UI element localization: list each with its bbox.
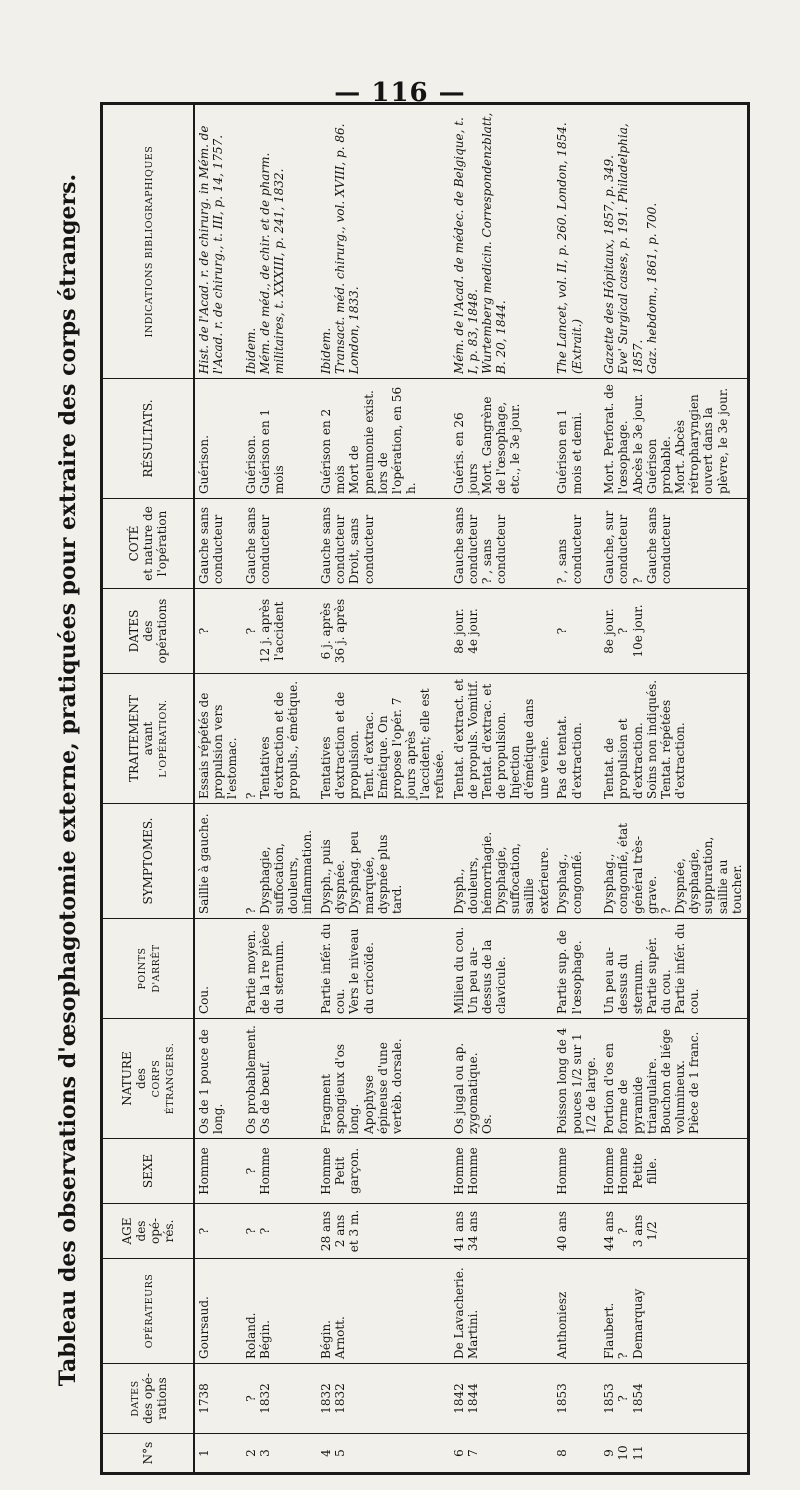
- cell-number: 4 5: [317, 1434, 449, 1474]
- cell-date: 1853 ? 1854: [600, 1364, 748, 1434]
- cell-operator: Goursaud.: [194, 1259, 242, 1364]
- cell-operation-date: 8e jour. ? 10e jour.: [600, 589, 748, 674]
- cell-symptoms: ? Dysphagie, suffocation, douleurs, inflammation.: [242, 804, 317, 919]
- column-header: SYMPTOMES.: [102, 804, 195, 919]
- cell-number: 9 10 11: [600, 1434, 748, 1474]
- cell-bibliography: The Lancet, vol. II, p. 260. London, 1854. (Extrait.): [553, 104, 600, 379]
- cell-side: Gauche, sur conducteur ? Gauche sans conducteur: [600, 499, 748, 589]
- cell-operation-date: ?: [194, 589, 242, 674]
- cell-treatment: Essais répétés de propulsion vers l'estomac.: [194, 674, 242, 804]
- cell-bibliography: Gazette des Hôpitaux, 1857, p. 349. Eve' Surgical cases, p. 191. Philadelphia, 1857. Gaz. hebdom., 1861, p. 700.: [600, 104, 748, 379]
- cell-nature: Portion d'os en forme de pyramide triangulaire. Bouchon de liége volumineux. Pièce de 1 franc.: [600, 1019, 748, 1139]
- cell-age: ?: [194, 1204, 242, 1259]
- cell-side: Gauche sans conducteur Droit, sans conducteur: [317, 499, 449, 589]
- cell-stop-point: Cou.: [194, 919, 242, 1019]
- column-header: COTÉ et nature de l'opération: [102, 499, 195, 589]
- page-number: — 116 —: [334, 78, 466, 108]
- cell-operator: Roland. Bégin.: [242, 1259, 317, 1364]
- table-row: [317, 104, 449, 1474]
- column-header: RÉSULTATS.: [102, 379, 195, 499]
- cell-operator: Bégin. Arnott.: [317, 1259, 449, 1364]
- header-row: [102, 104, 195, 1474]
- cell-nature: Os jugal ou ap. zygomatique. Os.: [450, 1019, 554, 1139]
- cell-sex: Homme Homme: [450, 1139, 554, 1204]
- cell-date: 1853: [553, 1364, 600, 1434]
- cell-age: ? ?: [242, 1204, 317, 1259]
- cell-treatment: Pas de tentat. d'extraction.: [553, 674, 600, 804]
- rotated-table-container: [100, 105, 750, 1475]
- column-header: INDICATIONS BIBLIOGRAPHIQUES: [102, 104, 195, 379]
- cell-date: ? 1832: [242, 1364, 317, 1434]
- cell-symptoms: Dysphag., congonflé, état général très-grave. ? Dyspnée, dysphagie, suppuration, saillie au toucher.: [600, 804, 748, 919]
- cell-side: Gauche sans conducteur: [242, 499, 317, 589]
- cell-result: Guéris. en 26 jours Mort. Gangrène de l'œsophage, etc., le 3e jour.: [450, 379, 554, 499]
- table-row: [450, 104, 554, 1474]
- cell-date: 1832 1832: [317, 1364, 449, 1434]
- cell-sex: Homme: [194, 1139, 242, 1204]
- cell-bibliography: Ibidem. Mém. de méd., de chir. et de pharm. militaires, t. XXXIII, p. 241, 1832.: [242, 104, 317, 379]
- cell-symptoms: Saillie à gauche.: [194, 804, 242, 919]
- table-row: [600, 104, 748, 1474]
- table-title: Tableau des observations d'œsophagotomie externe, pratiquées pour extraire des corps étrangers.: [55, 173, 81, 1387]
- cell-stop-point: Partie sup. de l'œsophage.: [553, 919, 600, 1019]
- cell-operator: De Lavacherie. Martini.: [450, 1259, 554, 1364]
- cell-result: Guérison.: [194, 379, 242, 499]
- cell-result: Guérison en 2 mois Mort de pneumonie exist. lors de l'opération, en 56 h.: [317, 379, 449, 499]
- cell-stop-point: Un peu au-dessus du sternum. Partie supér. du cou. Partie infér. du cou.: [600, 919, 748, 1019]
- cell-age: 28 ans 2 ans et 3 m.: [317, 1204, 449, 1259]
- cell-result: Guérison en 1 mois et demi.: [553, 379, 600, 499]
- column-header: TRAITEMENT avant L'OPÉRATION.: [102, 674, 195, 804]
- cell-sex: ? Homme: [242, 1139, 317, 1204]
- cell-sex: Homme Homme Petite fille.: [600, 1139, 748, 1204]
- cell-symptoms: Dysphag., congonflé.: [553, 804, 600, 919]
- table-row: [553, 104, 600, 1474]
- cell-result: Mort. Perforat. de l'œsophage. Abcès le 3e jour. Guérison probable. Mort. Abcès rétropharyngien ouvert dans la plèvre, le 3e jour.: [600, 379, 748, 499]
- cell-side: Gauche sans conducteur ? , sans conducteur: [450, 499, 554, 589]
- cell-age: 44 ans ? 3 ans 1/2: [600, 1204, 748, 1259]
- cell-nature: Poisson long de 4 pouces 1/2 sur 1 1/2 de large.: [553, 1019, 600, 1139]
- column-header: DATES des opérations: [102, 589, 195, 674]
- cell-symptoms: Dysph., puis dyspnée. Dysphag. peu marquée, dyspnée plus tard.: [317, 804, 449, 919]
- cell-symptoms: Dysph., douleurs, hémorrhagie. Dysphagie, suffocation, saillie extérieure.: [450, 804, 554, 919]
- cell-side: ? , sans conducteur: [553, 499, 600, 589]
- cell-result: Guérison. Guérison en 1 mois: [242, 379, 317, 499]
- cell-operator: Anthoniesz: [553, 1259, 600, 1364]
- cell-stop-point: Partie moyen. de la 1re pièce du sternum.: [242, 919, 317, 1019]
- cell-side: Gauche sans conducteur: [194, 499, 242, 589]
- cell-treatment: Tentat. d'extract. et de propuls. Vomitif. Tentat. d'extrac. et de propulsion. Injection d'émétique dans une veine.: [450, 674, 554, 804]
- observations-table: [100, 102, 750, 1475]
- cell-number: 8: [553, 1434, 600, 1474]
- cell-number: 2 3: [242, 1434, 317, 1474]
- cell-number: 6 7: [450, 1434, 554, 1474]
- cell-operation-date: 6 j. après 36 j. après: [317, 589, 449, 674]
- cell-age: 41 ans 34 ans: [450, 1204, 554, 1259]
- table-row: [242, 104, 317, 1474]
- cell-treatment: ? Tentatives d'extraction et de propuls., émétique.: [242, 674, 317, 804]
- table-row: [194, 104, 242, 1474]
- cell-date: 1842 1844: [450, 1364, 554, 1434]
- cell-operation-date: ? 12 j. après l'accident: [242, 589, 317, 674]
- column-header: DATES des opé- rations: [102, 1364, 195, 1434]
- cell-date: 1738: [194, 1364, 242, 1434]
- cell-operation-date: ?: [553, 589, 600, 674]
- cell-stop-point: Partie infér. du cou. Vers le niveau du cricoïde.: [317, 919, 449, 1019]
- cell-bibliography: Mém. de l'Acad. de médec. de Belgique, t. I, p. 83, 1848. Wurtemberg medicin. Correspondenzblatt, B. 20, 1844.: [450, 104, 554, 379]
- column-header: POINTS D'ARRÊT: [102, 919, 195, 1019]
- cell-bibliography: Hist. de l'Acad. r. de chirurg. in Mém. de l'Acad. r. de chirurg., t. III, p. 14, 1757.: [194, 104, 242, 379]
- cell-operator: Flaubert. ? Demarquay: [600, 1259, 748, 1364]
- column-header: NATURE des CORPS ÉTRANGERS.: [102, 1019, 195, 1139]
- cell-age: 40 ans: [553, 1204, 600, 1259]
- column-header: AGE des opé- rés.: [102, 1204, 195, 1259]
- cell-nature: Os probablement. Os de bœuf.: [242, 1019, 317, 1139]
- cell-sex: Homme: [553, 1139, 600, 1204]
- column-header: N°s: [102, 1434, 195, 1474]
- cell-sex: Homme Petit garçon.: [317, 1139, 449, 1204]
- cell-operation-date: 8e jour. 4e jour.: [450, 589, 554, 674]
- cell-treatment: Tentatives d'extraction et de propulsion. Tent. d'extrac. Emétique. On propose l'opér. 7 jours après l'accident; elle est refusée.: [317, 674, 449, 804]
- column-header: SEXE: [102, 1139, 195, 1204]
- column-header: OPÉRATEURS: [102, 1259, 195, 1364]
- cell-treatment: Tentat. de propulsion et d'extraction. Soins non indiqués. Tentat. répétées d'extraction.: [600, 674, 748, 804]
- cell-stop-point: Milieu du cou. Un peu au-dessus de la clavicule.: [450, 919, 554, 1019]
- cell-bibliography: Ibidem. Transact. méd. chirurg., vol. XVIII, p. 86. London, 1833.: [317, 104, 449, 379]
- cell-number: 1: [194, 1434, 242, 1474]
- cell-nature: Os de 1 pouce de long.: [194, 1019, 242, 1139]
- cell-nature: Fragment spongieux d'os long. Apophyse épineuse d'une vertèb. dorsale.: [317, 1019, 449, 1139]
